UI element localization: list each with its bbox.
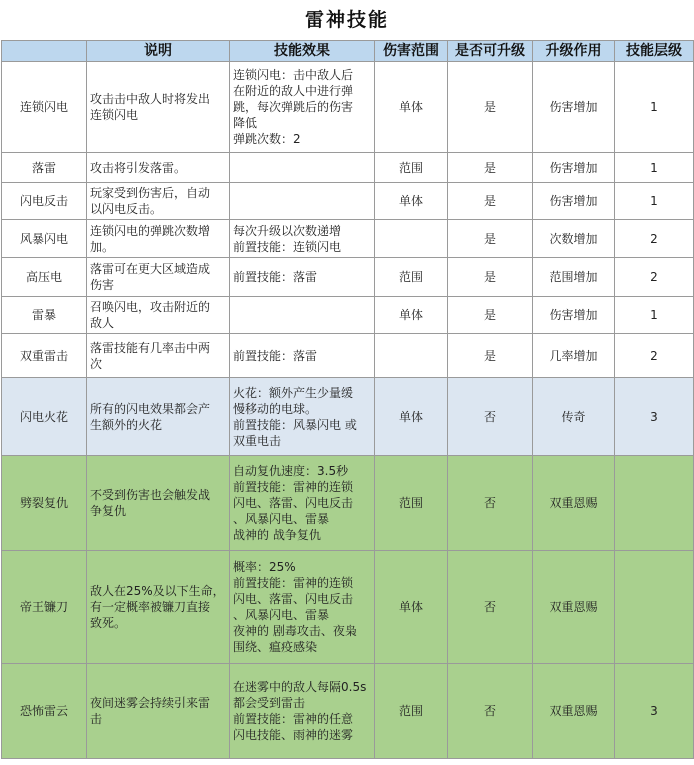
upgradable-cell[interactable]: 是 xyxy=(448,220,533,258)
header-cell-name[interactable] xyxy=(2,41,87,62)
upgrade-cell[interactable]: 次数增加 xyxy=(533,220,615,258)
upgradable-cell[interactable]: 是 xyxy=(448,153,533,183)
desc-cell[interactable]: 召唤闪电，攻击附近的 敌人 xyxy=(87,297,230,334)
table-row xyxy=(2,62,694,153)
skill-name-cell[interactable]: 劈裂复仇 xyxy=(2,456,87,551)
effect-cell[interactable]: 概率：25% 前置技能：雷神的连锁 闪电、落雷、闪电反击 、风暴闪电、雷暴 夜神的 剧毒攻击、夜枭 围绕、瘟疫感染 xyxy=(230,551,375,664)
header-cell-upgrade[interactable]: 升级作用 xyxy=(533,41,615,62)
range-cell[interactable]: 范围 xyxy=(375,258,448,297)
table-row xyxy=(2,664,694,759)
skill-name-cell[interactable]: 恐怖雷云 xyxy=(2,664,87,759)
header-cell-range[interactable]: 伤害范围 xyxy=(375,41,448,62)
desc-cell[interactable]: 不受到伤害也会触发战 争复仇 xyxy=(87,456,230,551)
upgrade-cell[interactable]: 伤害增加 xyxy=(533,297,615,334)
upgrade-cell[interactable]: 双重恩赐 xyxy=(533,551,615,664)
desc-cell[interactable]: 攻击击中敌人时将发出 连锁闪电 xyxy=(87,62,230,153)
upgradable-cell[interactable]: 否 xyxy=(448,378,533,456)
range-cell[interactable]: 单体 xyxy=(375,62,448,153)
skill-name-cell[interactable]: 双重雷击 xyxy=(2,334,87,378)
effect-cell[interactable] xyxy=(230,183,375,220)
upgrade-cell[interactable]: 双重恩赐 xyxy=(533,456,615,551)
range-cell[interactable] xyxy=(375,334,448,378)
tier-cell[interactable] xyxy=(615,456,694,551)
tier-cell[interactable]: 1 xyxy=(615,183,694,220)
table-row xyxy=(2,258,694,297)
sheet-title: 雷神技能 xyxy=(304,9,389,31)
tier-cell[interactable]: 1 xyxy=(615,153,694,183)
range-cell[interactable]: 单体 xyxy=(375,551,448,664)
upgradable-cell[interactable]: 是 xyxy=(448,183,533,220)
upgradable-cell[interactable]: 是 xyxy=(448,297,533,334)
effect-cell[interactable]: 连锁闪电：击中敌人后 在附近的敌人中进行弹 跳，每次弹跳后的伤害 降低 弹跳次数：2 xyxy=(230,62,375,153)
upgradable-cell[interactable]: 是 xyxy=(448,62,533,153)
tier-cell[interactable]: 2 xyxy=(615,258,694,297)
header-cell-upgradable[interactable]: 是否可升级 xyxy=(448,41,533,62)
desc-cell[interactable]: 所有的闪电效果都会产 生额外的火花 xyxy=(87,378,230,456)
desc-cell[interactable]: 连锁闪电的弹跳次数增 加。 xyxy=(87,220,230,258)
table-row xyxy=(2,297,694,334)
effect-cell[interactable]: 前置技能：落雷 xyxy=(230,258,375,297)
range-cell[interactable]: 范围 xyxy=(375,153,448,183)
skill-name-cell[interactable]: 闪电火花 xyxy=(2,378,87,456)
skill-name-cell[interactable]: 帝王镰刀 xyxy=(2,551,87,664)
effect-cell[interactable]: 前置技能：落雷 xyxy=(230,334,375,378)
table-row xyxy=(2,183,694,220)
upgradable-cell[interactable]: 否 xyxy=(448,551,533,664)
effect-cell[interactable]: 每次升级以次数递增 前置技能：连锁闪电 xyxy=(230,220,375,258)
upgrade-cell[interactable]: 双重恩赐 xyxy=(533,664,615,759)
tier-cell[interactable]: 2 xyxy=(615,220,694,258)
table-row xyxy=(2,378,694,456)
tier-cell[interactable]: 3 xyxy=(615,378,694,456)
desc-cell[interactable]: 落雷可在更大区域造成 伤害 xyxy=(87,258,230,297)
desc-cell[interactable]: 夜间迷雾会持续引来雷 击 xyxy=(87,664,230,759)
tier-cell[interactable]: 1 xyxy=(615,297,694,334)
table-row xyxy=(2,456,694,551)
desc-cell[interactable]: 落雷技能有几率击中两 次 xyxy=(87,334,230,378)
desc-cell[interactable]: 攻击将引发落雷。 xyxy=(87,153,230,183)
upgrade-cell[interactable]: 伤害增加 xyxy=(533,62,615,153)
table-row xyxy=(2,551,694,664)
tier-cell[interactable]: 3 xyxy=(615,664,694,759)
header-cell-tier[interactable]: 技能层级 xyxy=(615,41,694,62)
skill-name-cell[interactable]: 风暴闪电 xyxy=(2,220,87,258)
skill-name-cell[interactable]: 雷暴 xyxy=(2,297,87,334)
table-row xyxy=(2,220,694,258)
upgradable-cell[interactable]: 是 xyxy=(448,334,533,378)
upgrade-cell[interactable]: 几率增加 xyxy=(533,334,615,378)
skill-name-cell[interactable]: 连锁闪电 xyxy=(2,62,87,153)
upgrade-cell[interactable]: 伤害增加 xyxy=(533,153,615,183)
header-row xyxy=(2,41,694,62)
skill-name-cell[interactable]: 高压电 xyxy=(2,258,87,297)
range-cell[interactable]: 单体 xyxy=(375,378,448,456)
effect-cell[interactable]: 自动复仇速度：3.5秒 前置技能：雷神的连锁 闪电、落雷、闪电反击 、风暴闪电、雷暴 战神的 战争复仇 xyxy=(230,456,375,551)
tier-cell[interactable] xyxy=(615,551,694,664)
table-row xyxy=(2,153,694,183)
effect-cell[interactable] xyxy=(230,297,375,334)
range-cell[interactable]: 单体 xyxy=(375,183,448,220)
header-cell-desc[interactable]: 说明 xyxy=(87,41,230,62)
effect-cell[interactable]: 在迷雾中的敌人每隔0.5s 都会受到雷击 前置技能：雷神的任意 闪电技能、雨神的迷雾 xyxy=(230,664,375,759)
skill-name-cell[interactable]: 闪电反击 xyxy=(2,183,87,220)
skill-table xyxy=(1,40,694,759)
desc-cell[interactable]: 玩家受到伤害后，自动 以闪电反击。 xyxy=(87,183,230,220)
tier-cell[interactable]: 1 xyxy=(615,62,694,153)
upgrade-cell[interactable]: 传奇 xyxy=(533,378,615,456)
desc-cell[interactable]: 敌人在25%及以下生命， 有一定概率被镰刀直接 致死。 xyxy=(87,551,230,664)
tier-cell[interactable]: 2 xyxy=(615,334,694,378)
range-cell[interactable]: 范围 xyxy=(375,456,448,551)
table-row xyxy=(2,334,694,378)
skill-name-cell[interactable]: 落雷 xyxy=(2,153,87,183)
upgradable-cell[interactable]: 否 xyxy=(448,664,533,759)
range-cell[interactable]: 范围 xyxy=(375,664,448,759)
upgrade-cell[interactable]: 伤害增加 xyxy=(533,183,615,220)
range-cell[interactable]: 单体 xyxy=(375,297,448,334)
upgradable-cell[interactable]: 是 xyxy=(448,258,533,297)
upgrade-cell[interactable]: 范围增加 xyxy=(533,258,615,297)
header-cell-effect[interactable]: 技能效果 xyxy=(230,41,375,62)
range-cell[interactable] xyxy=(375,220,448,258)
effect-cell[interactable]: 火花：额外产生少量缓 慢移动的电球。 前置技能：风暴闪电 或 双重电击 xyxy=(230,378,375,456)
effect-cell[interactable] xyxy=(230,153,375,183)
upgradable-cell[interactable]: 否 xyxy=(448,456,533,551)
